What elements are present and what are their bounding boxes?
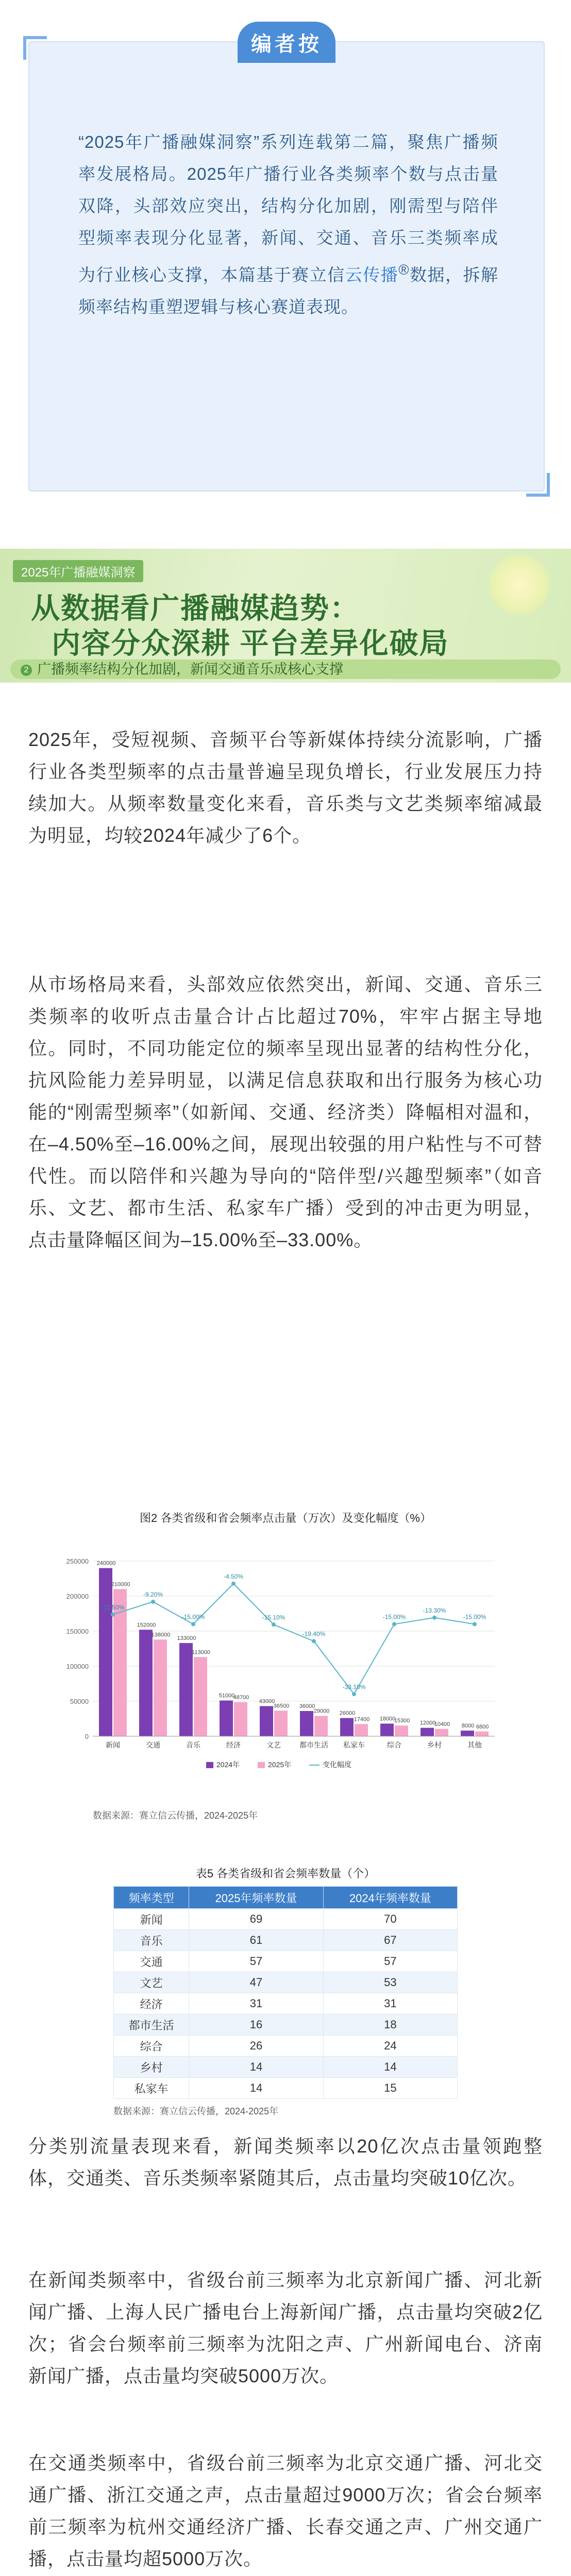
paragraph: 2025年，受短视频、音频平台等新媒体持续分流影响，广播行业各类型频率的点击量普遍呈现负增长，行业发展压力持续加大。从频率数量变化来看，音乐类与文艺类频率缩减最为明显，均较2024年减少了6个。 bbox=[28, 729, 543, 846]
banner-tag: 2025年广播融媒洞察 bbox=[13, 560, 143, 582]
note-corner-decoration bbox=[526, 473, 550, 497]
data-label-2024: 26000 bbox=[339, 1710, 356, 1717]
note-highlight: 云传播 bbox=[345, 265, 399, 284]
table-cell: 18 bbox=[323, 2014, 457, 2036]
x-tick-label: 音乐 bbox=[186, 1741, 200, 1749]
table-cell: 61 bbox=[189, 1930, 323, 1951]
table-cell: 69 bbox=[189, 1909, 323, 1930]
table-cell: 57 bbox=[189, 1951, 323, 1972]
bar-2024 bbox=[99, 1568, 112, 1736]
table-cell: 31 bbox=[323, 1993, 457, 2014]
bar-2025 bbox=[475, 1732, 489, 1736]
note-text-after: 数据，拆解频率结构重塑逻辑与核心赛道表现。 bbox=[78, 265, 499, 316]
legend-label-2024: 2024年 bbox=[216, 1760, 240, 1769]
table-cell: 交通 bbox=[114, 1951, 189, 1972]
banner-title-line2: 内容分众深耕 平台差异化破局 bbox=[52, 627, 449, 659]
bar-2024 bbox=[380, 1724, 394, 1736]
table-cell: 文艺 bbox=[114, 1972, 189, 1993]
table-header: 2025年频率数量 bbox=[189, 1887, 323, 1909]
data-label-2025: 210000 bbox=[111, 1581, 130, 1588]
change-point bbox=[272, 1622, 276, 1626]
change-point bbox=[392, 1622, 396, 1626]
table-cell: 14 bbox=[189, 2057, 323, 2078]
table-row bbox=[114, 1972, 458, 1993]
data-label-2024: 240000 bbox=[96, 1560, 116, 1567]
table-cell: 24 bbox=[323, 2036, 457, 2057]
bar-2024 bbox=[139, 1630, 153, 1736]
y-tick-label: 250000 bbox=[66, 1557, 89, 1565]
article-banner bbox=[0, 549, 571, 683]
bar-2024 bbox=[421, 1728, 434, 1736]
paragraph: 分类别流量表现来看，新闻类频率以20亿次点击量领跑整体，交通类、音乐类频率紧随其后，点击量均突破10亿次。 bbox=[28, 2136, 543, 2189]
table-cell: 私家车 bbox=[114, 2078, 189, 2099]
table-cell: 67 bbox=[323, 1930, 457, 1951]
editor-note-tab: 编者按 bbox=[238, 22, 335, 63]
x-tick-label: 乡村 bbox=[427, 1741, 442, 1749]
data-label-2025: 10400 bbox=[434, 1721, 450, 1727]
data-label-2024: 133000 bbox=[177, 1635, 196, 1642]
data-label-2025: 48700 bbox=[233, 1694, 249, 1701]
table-cell: 经济 bbox=[114, 1993, 189, 2014]
table-header: 2024年频率数量 bbox=[323, 1887, 457, 1909]
table-cell: 26 bbox=[189, 2036, 323, 2057]
bar-2024 bbox=[461, 1731, 474, 1736]
change-point bbox=[231, 1582, 236, 1586]
x-tick-label: 经济 bbox=[226, 1741, 241, 1749]
bar-2025 bbox=[234, 1702, 247, 1736]
bar-2024 bbox=[260, 1706, 273, 1736]
change-point bbox=[151, 1600, 155, 1604]
data-label-2024: 152000 bbox=[137, 1622, 156, 1629]
table-cell: 57 bbox=[323, 1951, 457, 1972]
y-tick-label: 150000 bbox=[66, 1628, 89, 1635]
paragraph: 在交通类频率中，省级台前三频率为北京交通广播、河北交通广播、浙江交通之声，点击量超过9000万次；省会台频率前三频率为杭州交通经济广播、长春交通之声、广州交通广播，点击量均超5000万次。 bbox=[28, 2452, 543, 2569]
data-label-2025: 113000 bbox=[192, 1649, 210, 1656]
data-label-2025: 29000 bbox=[313, 1708, 330, 1715]
bar-2024 bbox=[300, 1711, 313, 1736]
y-tick-label: 200000 bbox=[66, 1592, 89, 1600]
table-cell: 47 bbox=[189, 1972, 323, 1993]
bar-2025 bbox=[274, 1710, 288, 1736]
paragraph: 在新闻类频率中，省级台前三频率为北京新闻广播、河北新闻广播、上海人民广播电台上海新闻广播，点击量均突破2亿次；省会台频率前三频率为沈阳之声、广州新闻电台、济南新闻广播，点击量均突破5000万次。 bbox=[28, 2269, 543, 2386]
data-label-2025: 15300 bbox=[394, 1718, 410, 1724]
table-5-grid bbox=[113, 1886, 458, 2099]
table-row bbox=[114, 2036, 458, 2057]
bar-2024 bbox=[179, 1643, 193, 1736]
table-cell: 53 bbox=[323, 1972, 457, 1993]
table-row bbox=[114, 1951, 458, 1972]
figure-2 bbox=[52, 1510, 519, 1829]
banner-subtitle-number: 2 bbox=[21, 665, 32, 676]
bar-2024 bbox=[340, 1718, 354, 1736]
data-label-2024: 51000 bbox=[219, 1692, 235, 1699]
note-corner-decoration bbox=[23, 36, 47, 60]
change-label: -15.00% bbox=[463, 1613, 486, 1621]
bar-2025 bbox=[355, 1724, 368, 1736]
data-label-2025: 17400 bbox=[354, 1716, 370, 1723]
legend-label-change: 变化幅度 bbox=[323, 1760, 351, 1769]
change-label: -15.00% bbox=[181, 1613, 205, 1621]
x-tick-label: 其他 bbox=[467, 1741, 482, 1749]
change-point bbox=[312, 1639, 316, 1643]
x-tick-label: 交通 bbox=[146, 1741, 160, 1749]
table-row bbox=[114, 2078, 458, 2099]
banner-subtitle bbox=[10, 659, 561, 679]
table-cell: 都市生活 bbox=[114, 2014, 189, 2036]
x-tick-label: 文艺 bbox=[266, 1741, 281, 1749]
bar-2025 bbox=[395, 1725, 408, 1736]
change-label: -33.10% bbox=[342, 1683, 366, 1691]
data-label-2025: 138000 bbox=[151, 1632, 171, 1638]
change-point bbox=[432, 1616, 436, 1620]
bar-2025 bbox=[314, 1716, 328, 1736]
paragraph: 从市场格局来看，头部效应依然突出，新闻、交通、音乐三类频率的收听点击量合计占比超过70%，牢牢占据主导地位。同时，不同功能定位的频率呈现出显著的结构性分化，抗风险能力差异明显，以满足信息获取和出行服务为核心功能的“刚需型频率”（如新闻、交通、经济类）降幅相对温和，在–4.50%至–16.00%之间，展现出较强的用户粘性与不可替代性。而以陪伴和兴趣为导向的“陪伴型/兴趣型频率”（如音乐、文艺、都市生活、私家车广播）受到的冲击更为明显，点击量降幅区间为–15.00%至–33.00%。 bbox=[28, 974, 543, 1250]
change-label: -13.30% bbox=[423, 1606, 446, 1614]
y-tick-label: 100000 bbox=[66, 1663, 89, 1670]
change-point bbox=[473, 1622, 477, 1626]
editor-note-text bbox=[78, 126, 498, 323]
change-point bbox=[191, 1622, 195, 1626]
bar-2025 bbox=[154, 1639, 167, 1736]
banner-title-line1: 从数据看广播融媒趋势： bbox=[31, 592, 360, 624]
data-label-2024: 43000 bbox=[259, 1698, 275, 1705]
table-cell: 乡村 bbox=[114, 2057, 189, 2078]
table-row bbox=[114, 1909, 458, 1930]
data-label-2024: 12000 bbox=[419, 1720, 436, 1726]
banner-subtitle-text: 广播频率结构分化加剧，新闻交通音乐成核心支撑 bbox=[37, 662, 343, 677]
note-sup: ® bbox=[398, 262, 410, 278]
table-cell: 14 bbox=[189, 2078, 323, 2099]
change-line bbox=[113, 1584, 475, 1694]
table-cell: 新闻 bbox=[114, 1909, 189, 1930]
data-label-2024: 18000 bbox=[379, 1716, 396, 1722]
sun-decoration-icon bbox=[489, 554, 550, 616]
change-point bbox=[352, 1692, 356, 1696]
bar-2025 bbox=[435, 1729, 448, 1736]
table-row bbox=[114, 1930, 458, 1951]
table-5 bbox=[113, 1865, 458, 2117]
x-tick-label: 私家车 bbox=[343, 1741, 365, 1749]
table-header: 频率类型 bbox=[114, 1887, 189, 1909]
editor-note bbox=[28, 33, 545, 492]
change-label: -19.40% bbox=[302, 1630, 326, 1638]
x-tick-label: 都市生活 bbox=[299, 1741, 328, 1749]
table-cell: 16 bbox=[189, 2014, 323, 2036]
y-tick-label: 0 bbox=[85, 1733, 89, 1740]
bar-2025 bbox=[194, 1657, 207, 1736]
table-cell: 31 bbox=[189, 1993, 323, 2014]
data-label-2025: 6800 bbox=[476, 1723, 489, 1730]
table-cell: 70 bbox=[323, 1909, 457, 1930]
data-label-2024: 36000 bbox=[299, 1703, 315, 1710]
table-cell: 音乐 bbox=[114, 1930, 189, 1951]
bar-2024 bbox=[220, 1701, 233, 1736]
table-cell: 15 bbox=[323, 2078, 457, 2099]
note-text-before: “2025年广播融媒洞察”系列连载第二篇，聚焦广播频率发展格局。2025年广播行业各类频率个数与点击量双降，头部效应突出，结构分化加剧，刚需型与陪伴型频率表现分化显著，新闻、交通、音乐三类频率成为行业核心支撑，本篇基于赛立信 bbox=[78, 132, 498, 284]
legend-swatch-2025 bbox=[258, 1762, 265, 1768]
table-cell: 综合 bbox=[114, 2036, 189, 2057]
y-tick-label: 50000 bbox=[70, 1698, 89, 1705]
x-tick-label: 新闻 bbox=[106, 1741, 120, 1749]
figure-2-chart bbox=[52, 1530, 519, 1798]
table-5-title: 表5 各类省级和省会频率数量（个） bbox=[195, 1867, 376, 1880]
table-row bbox=[114, 1993, 458, 2014]
table-row bbox=[114, 2014, 458, 2036]
legend-swatch-2024 bbox=[206, 1762, 213, 1768]
legend-label-2025: 2025年 bbox=[268, 1760, 292, 1769]
change-label: -15.00% bbox=[382, 1613, 406, 1621]
table-row bbox=[114, 2057, 458, 2078]
change-label: -9.20% bbox=[143, 1591, 163, 1598]
change-label: -4.50% bbox=[223, 1572, 244, 1580]
data-label-2024: 8000 bbox=[461, 1723, 475, 1730]
table-5-source: 数据来源：赛立信云传播，2024-2025年 bbox=[113, 2106, 279, 2116]
data-label-2025: 36500 bbox=[273, 1703, 290, 1709]
figure-2-source: 数据来源：赛立信云传播，2024-2025年 bbox=[93, 1810, 258, 1821]
figure-2-title: 图2 各类省级和省会频率点击量（万次）及变化幅度（%） bbox=[140, 1512, 431, 1524]
change-point bbox=[111, 1613, 115, 1617]
change-label: -12.50% bbox=[101, 1603, 125, 1611]
x-tick-label: 综合 bbox=[387, 1741, 401, 1749]
table-cell: 14 bbox=[323, 2057, 457, 2078]
change-label: -15.10% bbox=[262, 1614, 286, 1621]
